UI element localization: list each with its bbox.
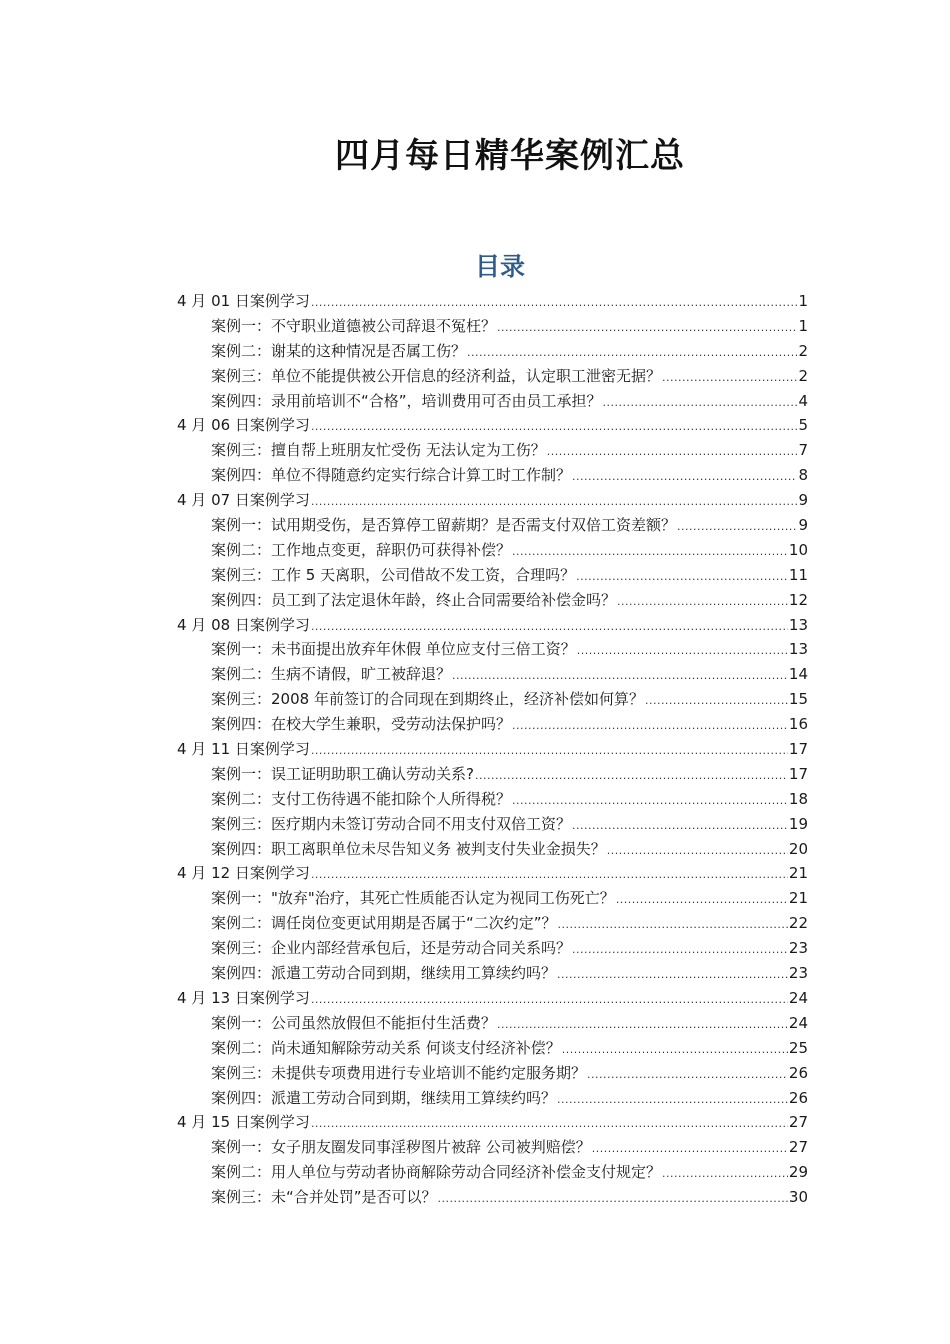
toc-dot-leader [592, 1137, 788, 1162]
toc-dot-leader [557, 963, 788, 988]
toc-entry-label: 4 月 13 日案例学习 [177, 988, 310, 1007]
toc-section-entry[interactable] [177, 861, 808, 886]
toc-case-entry[interactable] [177, 339, 808, 364]
toc-entry-label: 案例一：不守职业道德被公司辞退不冤枉？ [211, 316, 497, 335]
toc-dot-leader [438, 1187, 788, 1212]
toc-case-entry[interactable] [177, 1185, 808, 1210]
toc-dot-leader [662, 1162, 788, 1187]
toc-entry-label: 案例四：职工离职单位未尽告知义务 被判支付失业金损失？ [211, 839, 606, 858]
toc-page-number: 19 [788, 814, 808, 833]
toc-page-number: 15 [788, 690, 808, 709]
toc-case-entry[interactable] [177, 662, 808, 687]
toc-case-entry[interactable] [177, 513, 808, 538]
toc-entry-label: 案例四：单位不得随意约定实行综合计算工时工作制？ [211, 466, 572, 485]
toc-page-number: 1 [798, 316, 808, 335]
toc-entry-label: 案例三：单位不能提供被公开信息的经济利益，认定职工泄密无据？ [211, 366, 662, 385]
toc-entry-label: 案例二：用人单位与劳动者协商解除劳动合同经济补偿金支付规定？ [211, 1163, 662, 1182]
toc-case-entry[interactable] [177, 563, 808, 588]
document-title: 四月每日精华案例汇总 [335, 136, 685, 176]
toc-case-entry[interactable] [177, 463, 808, 488]
toc-page-number: 8 [798, 466, 808, 485]
toc-case-entry[interactable] [177, 961, 808, 986]
toc-page-number: 22 [788, 914, 808, 933]
toc-entry-label: 案例二：尚未通知解除劳动关系 何谈支付经济补偿？ [211, 1038, 561, 1057]
toc-dot-leader [311, 490, 798, 515]
toc-dot-leader [558, 913, 788, 938]
toc-entry-label: 案例三：企业内部经营承包后，还是劳动合同关系吗？ [211, 939, 572, 958]
toc-case-entry[interactable] [177, 911, 808, 936]
toc-dot-leader [311, 615, 788, 640]
toc-case-entry[interactable] [177, 389, 808, 414]
toc-dot-leader [677, 515, 797, 540]
toc-dot-leader [557, 1088, 788, 1113]
toc-page-number: 2 [798, 366, 808, 385]
toc-case-entry[interactable] [177, 812, 808, 837]
toc-dot-leader [607, 839, 788, 864]
toc-dot-leader [311, 415, 798, 440]
toc-page-number: 4 [798, 391, 808, 410]
toc-case-entry[interactable] [177, 538, 808, 563]
toc-entry-label: 4 月 01 日案例学习 [177, 292, 310, 310]
toc-section-entry[interactable] [177, 986, 808, 1011]
toc-section-entry[interactable] [177, 1110, 808, 1135]
toc-entry-label: 案例三：擅自帮上班朋友忙受伤 无法认定为工伤？ [211, 441, 546, 460]
toc-dot-leader [311, 291, 798, 316]
toc-case-entry[interactable] [177, 687, 808, 712]
toc-page-number: 13 [788, 615, 808, 634]
toc-dot-leader [311, 988, 788, 1013]
toc-page-number: 27 [788, 1113, 808, 1132]
toc-case-entry[interactable] [177, 762, 808, 787]
toc-case-entry[interactable] [177, 787, 808, 812]
toc-dot-leader [475, 764, 788, 789]
toc-entry-label: 案例一：试用期受伤，是否算停工留薪期？是否需支付双倍工资差额？ [211, 516, 677, 535]
toc-page-number: 29 [788, 1163, 808, 1182]
toc-dot-leader [645, 689, 788, 714]
toc-page-number: 17 [788, 764, 808, 783]
toc-page-number: 17 [788, 740, 808, 759]
toc-dot-leader [572, 814, 788, 839]
toc-dot-leader [572, 938, 788, 963]
toc-page-number: 10 [788, 540, 808, 559]
toc-dot-leader [311, 1112, 788, 1137]
toc-section-entry[interactable] [177, 413, 808, 438]
toc-case-entry[interactable] [177, 712, 808, 737]
toc-page-number: 16 [788, 715, 808, 734]
toc-page-number: 13 [788, 640, 808, 659]
toc-page-number: 2 [798, 341, 808, 360]
table-of-contents [177, 289, 808, 1210]
toc-page-number: 23 [788, 939, 808, 958]
toc-case-entry[interactable] [177, 1086, 808, 1111]
toc-entry-label: 案例一：公司虽然放假但不能拒付生活费？ [211, 1013, 497, 1032]
toc-case-entry[interactable] [177, 637, 808, 662]
toc-case-entry[interactable] [177, 1061, 808, 1086]
toc-dot-leader [572, 465, 797, 490]
toc-case-entry[interactable] [177, 364, 808, 389]
toc-entry-label: 案例四：员工到了法定退休年龄，终止合同需要给补偿金吗？ [211, 590, 617, 609]
toc-case-entry[interactable] [177, 588, 808, 613]
toc-entry-label: 案例二：生病不请假，旷工被辞退？ [211, 665, 452, 684]
toc-entry-label: 案例一：误工证明助职工确认劳动关系? [211, 764, 474, 783]
toc-case-entry[interactable] [177, 886, 808, 911]
toc-case-entry[interactable] [177, 837, 808, 862]
toc-entry-label: 案例一："放弃"治疗，其死亡性质能否认定为视同工伤死亡？ [211, 889, 615, 908]
toc-entry-label: 案例四：录用前培训不“合格”，培训费用可否由员工承担？ [211, 391, 602, 410]
toc-page-number: 26 [788, 1063, 808, 1082]
toc-page-number: 20 [788, 839, 808, 858]
toc-dot-leader [577, 639, 788, 664]
toc-entry-label: 案例四：派遣工劳动合同到期，继续用工算续约吗？ [211, 1088, 557, 1107]
toc-dot-leader [617, 590, 788, 615]
toc-dot-leader [452, 664, 788, 689]
toc-dot-leader [311, 863, 788, 888]
toc-entry-label: 案例二：支付工伤待遇不能扣除个人所得税？ [211, 789, 512, 808]
toc-dot-leader [587, 1063, 788, 1088]
toc-dot-leader [662, 366, 797, 391]
toc-page-number: 21 [788, 864, 808, 883]
toc-entry-label: 案例三：工作 5 天离职，公司借故不发工资，合理吗？ [211, 565, 576, 584]
toc-dot-leader [467, 341, 797, 366]
toc-heading: 目录 [474, 252, 525, 281]
toc-entry-label: 案例三：2008 年前签订的合同现在到期终止，经济补偿如何算？ [211, 690, 644, 709]
toc-dot-leader [311, 739, 788, 764]
toc-page-number: 25 [788, 1038, 808, 1057]
toc-dot-leader [512, 789, 788, 814]
toc-entry-label: 案例四：在校大学生兼职，受劳动法保护吗？ [211, 715, 512, 734]
toc-entry-label: 4 月 07 日案例学习 [177, 491, 310, 510]
toc-entry-label: 案例二：谢某的这种情况是否属工伤？ [211, 341, 467, 360]
toc-entry-label: 案例三：未提供专项费用进行专业培训不能约定服务期？ [211, 1063, 587, 1082]
toc-dot-leader [547, 440, 798, 465]
toc-case-entry[interactable] [177, 936, 808, 961]
toc-dot-leader [512, 714, 788, 739]
toc-page-number: 30 [788, 1188, 808, 1207]
toc-page-number: 14 [788, 665, 808, 684]
toc-section-entry[interactable] [177, 488, 808, 513]
toc-section-entry[interactable] [177, 289, 808, 314]
toc-page-number: 9 [798, 491, 808, 510]
toc-entry-label: 案例二：调任岗位变更试用期是否属于“二次约定”？ [211, 914, 557, 933]
toc-case-entry[interactable] [177, 1036, 808, 1061]
toc-entry-label: 4 月 06 日案例学习 [177, 416, 310, 435]
toc-entry-label: 4 月 15 日案例学习 [177, 1113, 310, 1132]
toc-page-number: 5 [798, 416, 808, 435]
toc-page-number: 11 [788, 565, 808, 584]
toc-page-number: 1 [798, 292, 808, 310]
toc-case-entry[interactable] [177, 1135, 808, 1160]
toc-dot-leader [497, 1013, 788, 1038]
toc-case-entry[interactable] [177, 1160, 808, 1185]
toc-dot-leader [512, 540, 788, 565]
toc-dot-leader [616, 888, 788, 913]
toc-entry-label: 4 月 08 日案例学习 [177, 615, 310, 634]
toc-section-entry[interactable] [177, 737, 808, 762]
toc-page-number: 18 [788, 789, 808, 808]
toc-page-number: 27 [788, 1138, 808, 1157]
toc-entry-label: 4 月 12 日案例学习 [177, 864, 310, 883]
toc-case-entry[interactable] [177, 314, 808, 339]
toc-page-number: 12 [788, 590, 808, 609]
toc-page-number: 26 [788, 1088, 808, 1107]
toc-entry-label: 案例一：未书面提出放弃年休假 单位应支付三倍工资？ [211, 640, 576, 659]
toc-page-number: 24 [788, 1013, 808, 1032]
toc-page-number: 23 [788, 964, 808, 983]
toc-entry-label: 案例三：未“合并处罚”是否可以？ [211, 1188, 437, 1207]
toc-dot-leader [603, 391, 798, 416]
toc-dot-leader [562, 1038, 788, 1063]
toc-dot-leader [576, 565, 788, 590]
toc-page-number: 21 [788, 889, 808, 908]
toc-entry-label: 4 月 11 日案例学习 [177, 740, 310, 759]
toc-page-number: 7 [798, 441, 808, 460]
toc-case-entry[interactable] [177, 438, 808, 463]
toc-entry-label: 案例一：女子朋友圈发同事淫秽图片被辞 公司被判赔偿？ [211, 1138, 591, 1157]
toc-case-entry[interactable] [177, 1011, 808, 1036]
toc-page-number: 24 [788, 988, 808, 1007]
toc-page-number: 9 [798, 516, 808, 535]
toc-dot-leader [497, 316, 797, 341]
toc-entry-label: 案例二：工作地点变更，辞职仍可获得补偿？ [211, 540, 512, 559]
toc-entry-label: 案例四：派遣工劳动合同到期，继续用工算续约吗？ [211, 964, 557, 983]
toc-section-entry[interactable] [177, 613, 808, 638]
toc-entry-label: 案例三：医疗期内未签订劳动合同不用支付双倍工资？ [211, 814, 572, 833]
